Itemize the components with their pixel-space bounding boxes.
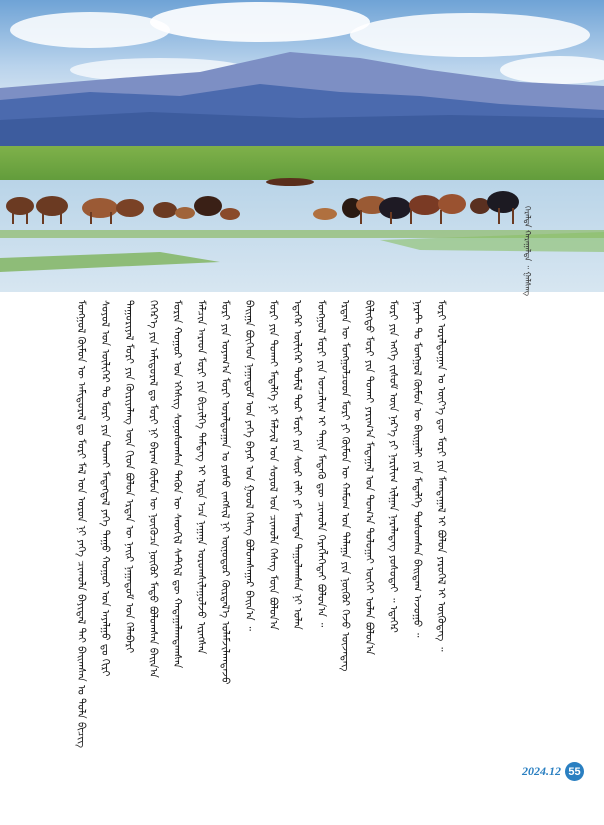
article-column: ᠰᠤᠶᠤᠯ ᠤᠨ ᠦᠯᠢᠭᠡᠷ ᠲᠤ ᠮᠣᠷᠢ ᠶᠢᠨ ᠲᠤᠬᠠᠢ ᠮᠡᠳᠡᠭᠳᠡᠯ ᠶᠡᠬᠡ ᠳᠠᠭᠤ ᠬᠤᠭᠤᠷ ᠤᠨ ᠠᠶᠠᠯᠭᠤ ᠳᠤ ᠬᠢᠷᠢ bbox=[99, 300, 111, 677]
article-column: ᠮᠣᠷᠢ ᠶᠢᠨ ᠤᠶᠠᠭ᠎ᠠ ᠮᠣᠷᠢ ᠤᠷᠠᠯᠳᠤᠭᠠᠨ ᠤ ᠶᠣᠰᠤ ᠵᠠᠩᠰᠢᠯ ᠨᠢ ᠥᠨᠥᠳᠦᠷ ᠬᠦᠷᠲᠡᠯ᠎ᠡ ᠤᠯᠠᠮᠵᠢᠯᠠᠭᠳᠠᠵᠤ bbox=[219, 300, 231, 685]
article-column: ᠮᠣᠷᠢ ᠤᠷᠠᠯᠳᠤᠭᠠᠨ ᠤ ᠦᠶ᠎ᠡ ᠳᠦ ᠮᠣᠷᠢ ᠶᠢᠨ ᠮᠠᠭᠲᠠᠭᠠᠯ ᠢ ᠪᠣᠯᠤᠨ ᠶᠡᠷᠦᠭᠡᠯ ᠢ ᠥᠭᠦᠳᠡᠭ ᠃ bbox=[435, 300, 447, 652]
landscape-photo bbox=[0, 0, 604, 292]
article-column: ᠡᠳᠡᠭᠡᠷ ᠦᠯᠢᠭᠡᠷ ᠲᠤᠮᠢᠯ ᠳᠤᠷ ᠮᠣᠷᠢ ᠶᠢᠨ ᠰᠦᠷ ᠵᠠᠯᠢ ᠶᠢ ᠮᠠᠭᠲᠠᠨ ᠳᠠᠭᠤᠯᠠᠭᠰᠠᠨ ᠨᠢ ᠣᠯᠠᠨ bbox=[291, 300, 303, 630]
article-column: ᠮᠣᠷᠢᠨ ᠬᠤᠭᠤᠷ ᠤᠨ ᠡᠭᠡᠰᠢᠭ ᠰᠣᠨᠣᠰᠤᠭᠰᠠᠨ ᠲᠡᠭᠦᠨ ᠦ ᠰᠡᠳᠬᠢᠯ ᠰᠡᠲᠬᠢᠯ ᠳᠦ ᠬᠠᠳᠠᠭᠠᠯᠠᠭᠳᠠᠭᠰᠠᠨ bbox=[171, 300, 183, 669]
article-column: ᠳᠠᠭᠤᠷᠢᠶᠠᠯ ᠮᠣᠷᠢ ᠶᠢᠨ ᠬᠦᠷᠢᠶᠡᠯᠡᠩ ᠦᠨ ᠬᠢᠳ ᠪᠣᠯᠤᠨ ᠡᠷᠲᠡᠨ ᠦ ᠨᠠᠢᠷ ᠨᠠᠭᠠᠳᠤᠮ ᠤᠨ ᠬᠡᠯᠡᠪᠡᠷᠢ bbox=[123, 300, 135, 654]
photo-caption-text: ᠭᠡᠷᠡᠯᠲᠡ ᠬᠠᠷᠠᠭᠠᠯᠲᠠ ᠃ ᠭᠠᠯᠰᠠᠩ bbox=[523, 206, 532, 297]
page-footer bbox=[522, 762, 584, 781]
article-column: ᠪᠠᠢᠭᠠ ᠪᠥᠭᠡᠳ ᠨᠠᠭᠠᠳᠤᠮ ᠤᠨ ᠶᠡᠬᠡ ᠪᠠᠶᠠᠷ ᠤᠨ ᠭᠣᠣᠯ ᠬᠡᠰᠡᠭ ᠪᠣᠯᠤᠭᠰᠠᠭᠠᠷ ᠪᠠᠢᠨ᠎ᠠ ᠃ bbox=[243, 300, 255, 631]
article-column: ᠨᠡᠷᠡᠲ ᠲᠤ ᠮᠣᠩᠭᠣᠯ ᠬᠦᠮᠦᠨ ᠦ ᠪᠠᠢᠭᠠᠯᠢ ᠶᠢᠨ ᠮᠡᠳᠡᠯᠭᠡ ᠲᠤᠰᠤᠭᠰᠠᠨ ᠪᠠᠢᠳᠠᠭ ᠠᠵᠤᠭᠤ ᠃ bbox=[411, 300, 423, 638]
article-column: ᠮᠣᠷᠢ ᠶᠢᠨ ᠡᠩᠭᠡ ᠵᠢᠰᠦᠮ ᠦᠨ ᠨᠡᠷ᠎ᠡ ᠶᠢ ᠨᠠᠷᠢᠯᠢᠭ ᠢᠯᠭᠠᠨ ᠨᠡᠷᠡᠯᠡᠳᠡᠭ ᠶᠣᠰᠤᠲᠠᠢ ᠃ ᠡᠳᠡᠭᠡᠷ bbox=[387, 300, 399, 633]
page-number-badge: 55 bbox=[565, 762, 584, 781]
article-column: ᠮᠣᠩᠭᠣᠯ ᠬᠦᠮᠦᠨ ᠦ ᠠᠮᠢᠳᠤᠷᠠᠯ ᠳᠤ ᠮᠣᠷᠢ ᠮᠠᠯ ᠤᠨ ᠣᠷᠤᠨ ᠨᠢ ᠶᠡᠬᠡ ᠴᠢᠬᠤᠯᠠ ᠪᠠᠶᠢᠳᠠᠯ ᠲᠠᠢ ᠪᠠᠢᠭᠰᠠᠨ ᠤ ᠲᠤᠯᠠ ᠪᠢᠴᠢᠭ bbox=[75, 300, 87, 748]
article-column: ᠪᠢᠯᠢᠭᠲᠦ ᠮᠣᠷᠢ ᠶᠢᠨ ᠲᠤᠬᠠᠢ ᠶᠠᠷᠢᠭ᠎ᠠ ᠮᠠᠳᠠᠭᠠᠯ ᠤᠨ ᠲᠣᠭ᠎ᠠ ᠲᠣᠯᠣᠭᠠᠢ ᠦᠭᠡᠢ ᠣᠯᠠᠨ ᠪᠣᠯᠤᠨ᠎ᠠ bbox=[363, 300, 375, 655]
issue-date: 2024.12 bbox=[522, 764, 561, 778]
article-column: ᠬᠡᠭᠡᠷ᠎ᠡ ᠶᠢᠨ ᠠᠮᠢᠳᠤᠷᠠᠯ ᠳᠤ ᠮᠣᠷᠢ ᠨᠢ ᠪᠠᠷᠠᠭ ᠬᠦᠮᠦᠨ ᠦ ᠨᠦᠭᠦᠴᠡ ᠨᠥᠬᠦᠷ ᠮᠡᠲᠦ ᠪᠣᠯᠤᠭᠰᠠᠨ ᠪᠠᠢᠨ᠎ᠠ bbox=[147, 300, 159, 678]
article-column: ᠡᠷᠲᠡᠨ ᠦ ᠮᠣᠩᠭᠣᠯᠴᠤᠳ ᠮᠣᠷᠢ ᠶᠢ ᠬᠦᠮᠦᠨ ᠦ ᠬᠠᠮᠤᠭ ᠤᠨ ᠳᠠᠯᠠᠭᠠ ᠶᠢᠨ ᠨᠥᠬᠦᠷ ᠭᠡᠵᠦ ᠦᠵᠡᠳᠡᠭ bbox=[339, 300, 351, 672]
article-column: ᠮᠣᠩᠭᠣᠯ ᠮᠣᠷᠢ ᠶᠢᠨ ᠣᠨᠴᠠᠯᠢᠭ ᠢ ᠲᠠᠨᠢᠨ ᠮᠡᠳᠡᠬᠦ ᠳᠦ ᠴᠢᠬᠤᠯᠠ ᠬᠡᠷᠡᠭᠯᠡᠭᠡᠲᠡᠢ ᠪᠣᠯᠤᠨ᠎ᠠ ᠃ bbox=[315, 300, 327, 628]
article-column: ᠮᠠᠯᠴᠢᠨ ᠠᠷᠠᠳ ᠮᠣᠷᠢ ᠶᠢᠨ ᠪᠢᠴᠢᠯᠭᠡ ᠲᠡᠮᠳᠡᠭ ᠢ ᠡᠷᠲᠡ ᠡᠴᠡ ᠨᠠᠭᠠᠨᠠ ᠤᠷᠤᠭᠰᠢᠯᠠᠭᠤᠯᠵᠤ ᠢᠷᠡᠭᠰᠡᠨ bbox=[195, 300, 207, 655]
photo-caption bbox=[520, 206, 560, 297]
horses-steppe-image bbox=[0, 0, 604, 292]
article-column: ᠮᠣᠷᠢ ᠶᠢᠨ ᠲᠤᠬᠠᠢ ᠮᠡᠳᠡᠯᠭᠡ ᠨᠢ ᠮᠠᠯᠵᠢᠯ ᠤᠨ ᠰᠣᠶᠣᠯ ᠤᠨ ᠴᠢᠬᠤᠯᠠ ᠬᠡᠰᠡᠭ ᠮᠥᠨ ᠪᠣᠯᠤᠨ᠎ᠠ bbox=[267, 300, 279, 631]
article-body bbox=[0, 300, 604, 770]
